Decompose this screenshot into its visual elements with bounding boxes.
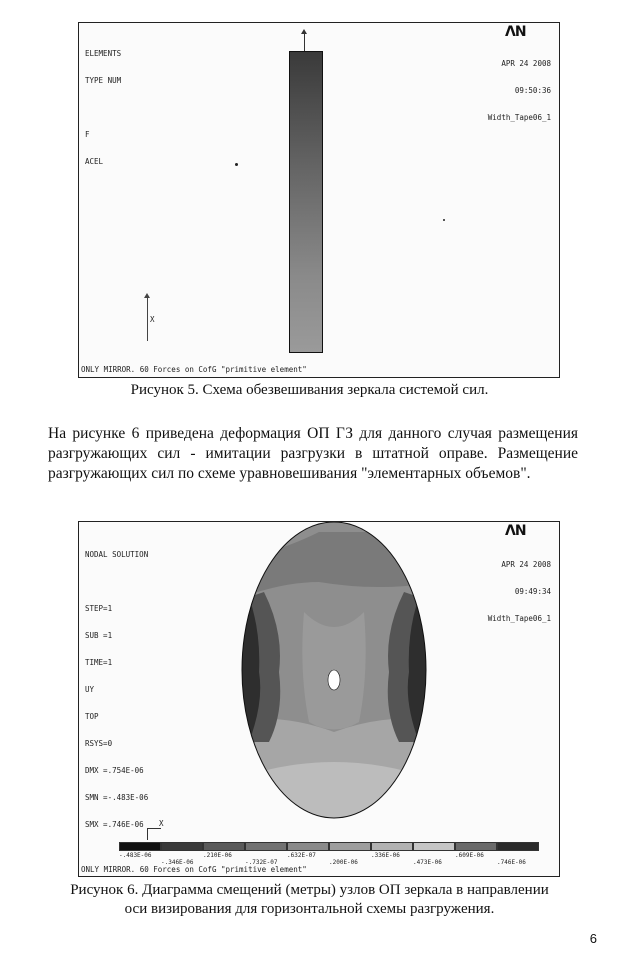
legend-swatch xyxy=(455,842,497,851)
ansys-logo: ΛN xyxy=(505,24,526,40)
central-hole xyxy=(328,670,340,690)
info-line xyxy=(85,103,121,112)
info-line: TIME=1 xyxy=(85,658,113,667)
date-text: APR 24 2008 xyxy=(501,59,551,68)
figure-6-footer: ONLY MIRROR. 60 Forces on CofG "primitive element" xyxy=(81,865,307,874)
info-line: TOP xyxy=(85,712,99,721)
job-name: Width_Tape06_1 xyxy=(487,614,551,623)
axis-arrow-head-icon xyxy=(144,293,150,298)
legend-label: -.483E-06 xyxy=(119,852,152,859)
legend-swatch xyxy=(119,842,161,851)
info-line: F xyxy=(85,130,90,139)
body-paragraph: На рисунке 6 приведена деформация ОП ГЗ для данного случая размещения разгружающих сил - имитации разгрузки в штатной оправе. Размещение разгружающих сил по схеме уравновешивания "элементарных объемов". xyxy=(48,425,578,482)
legend-label: -.346E-06 xyxy=(161,859,194,866)
figure-6-frame xyxy=(78,521,560,877)
legend-swatch xyxy=(413,842,455,851)
figure-5-frame xyxy=(78,22,560,378)
legend-label: .210E-06 xyxy=(203,852,232,859)
legend-label: .336E-06 xyxy=(371,852,400,859)
mirror-contour-plot xyxy=(79,522,559,876)
figure-6-caption-line-1: Рисунок 6. Диаграмма смещений (метры) узлов ОП зеркала в направлении xyxy=(70,882,549,898)
legend-swatch xyxy=(371,842,413,851)
axis-triad-icon xyxy=(147,295,148,341)
time-text: 09:49:34 xyxy=(514,587,551,596)
legend-swatch xyxy=(497,842,539,851)
axis-triad-icon xyxy=(147,828,148,840)
info-line: ACEL xyxy=(85,157,104,166)
mirror-side-bar xyxy=(289,51,323,353)
ansys-logo: ΛN xyxy=(505,523,526,539)
legend-swatch xyxy=(161,842,203,851)
legend-swatch xyxy=(245,842,287,851)
info-line: DMX =.754E-06 xyxy=(85,766,144,775)
axis-label: X xyxy=(159,819,164,828)
figure-5-caption: Рисунок 5. Схема обезвешивания зеркала системой сил. xyxy=(130,382,489,398)
node-dot-icon xyxy=(443,219,445,221)
job-name: Width_Tape06_1 xyxy=(487,113,551,122)
legend-swatch xyxy=(287,842,329,851)
info-line: RSYS=0 xyxy=(85,739,113,748)
legend-label: .200E-06 xyxy=(329,859,358,866)
info-line: SUB =1 xyxy=(85,631,113,640)
axis-triad-icon xyxy=(147,828,161,829)
info-line: STEP=1 xyxy=(85,604,113,613)
force-arrow-icon xyxy=(304,31,305,51)
time-text: 09:50:36 xyxy=(514,86,551,95)
node-dot-icon xyxy=(235,163,238,166)
color-legend xyxy=(119,842,539,851)
info-line: TYPE NUM xyxy=(85,76,122,85)
info-line: ELEMENTS xyxy=(85,49,122,58)
page-number: 6 xyxy=(589,931,597,946)
axis-label: X xyxy=(150,315,155,324)
figure-5-footer: ONLY MIRROR. 60 Forces on CofG "primitive element" xyxy=(81,365,307,374)
info-line: UY xyxy=(85,685,95,694)
legend-label: .609E-06 xyxy=(455,852,484,859)
figure-6-caption-line-2: оси визирования для горизонтальной схемы разгружения. xyxy=(124,901,495,917)
info-line: SMX =.746E-06 xyxy=(85,820,144,829)
info-line: NODAL SOLUTION xyxy=(85,550,149,559)
figure-5-info-block xyxy=(85,31,121,184)
legend-label: .473E-06 xyxy=(413,859,442,866)
legend-label: .746E-06 xyxy=(497,859,526,866)
info-line: SMN =-.483E-06 xyxy=(85,793,149,802)
legend-label: .632E-07 xyxy=(287,852,316,859)
legend-swatch xyxy=(329,842,371,851)
force-arrow-head-icon xyxy=(301,29,307,34)
legend-label: -.732E-07 xyxy=(245,859,278,866)
figure-5-stamp xyxy=(488,41,551,140)
date-text: APR 24 2008 xyxy=(501,560,551,569)
legend-swatch xyxy=(203,842,245,851)
